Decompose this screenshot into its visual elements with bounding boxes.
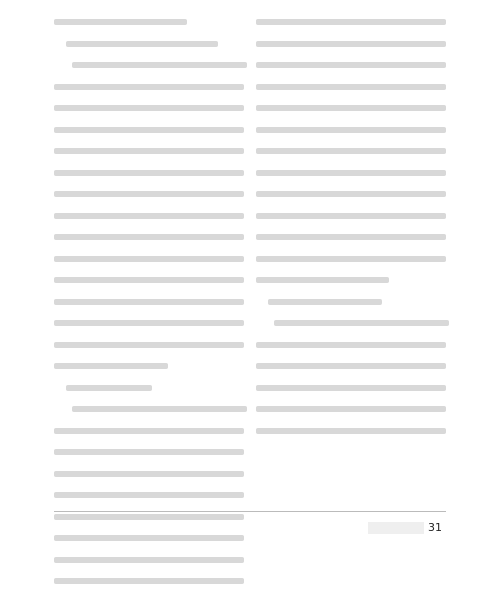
text-line [54,19,244,36]
text-line [256,41,446,58]
text-line [54,277,244,294]
text-line [256,363,446,380]
text-line [54,299,244,316]
text-line [54,320,244,337]
text-line [54,492,244,509]
text-line [54,342,244,359]
text-line [256,299,446,316]
text-line [256,19,446,36]
text-line [54,578,244,592]
text-line [54,84,244,101]
text-line [256,234,446,251]
right-column [256,14,446,444]
text-line [256,148,446,165]
page-footer [368,516,448,538]
text-line [54,41,244,58]
text-line [256,320,446,337]
text-line [54,170,244,187]
text-line [54,363,244,380]
left-column [54,14,244,592]
text-line [54,127,244,144]
text-line [54,148,244,165]
footer-divider [54,511,446,512]
text-line [256,84,446,101]
text-line [256,62,446,79]
text-line [256,342,446,359]
text-line [54,449,244,466]
text-line [256,127,446,144]
text-line [54,62,244,79]
text-line [256,256,446,273]
text-line [54,406,244,423]
text-line [54,256,244,273]
text-line [256,170,446,187]
text-line [54,234,244,251]
text-line [54,428,244,445]
footer-band [368,522,424,534]
text-line [54,535,244,552]
text-line [54,105,244,122]
text-line [54,385,244,402]
text-line [54,191,244,208]
text-line [256,105,446,122]
page-number: 31 [428,521,442,534]
text-line [256,213,446,230]
text-line [256,385,446,402]
text-line [54,514,244,531]
text-line [256,406,446,423]
text-line [256,277,446,294]
text-line [256,191,446,208]
text-line [54,471,244,488]
text-line [54,213,244,230]
text-line [256,428,446,445]
text-line [54,557,244,574]
